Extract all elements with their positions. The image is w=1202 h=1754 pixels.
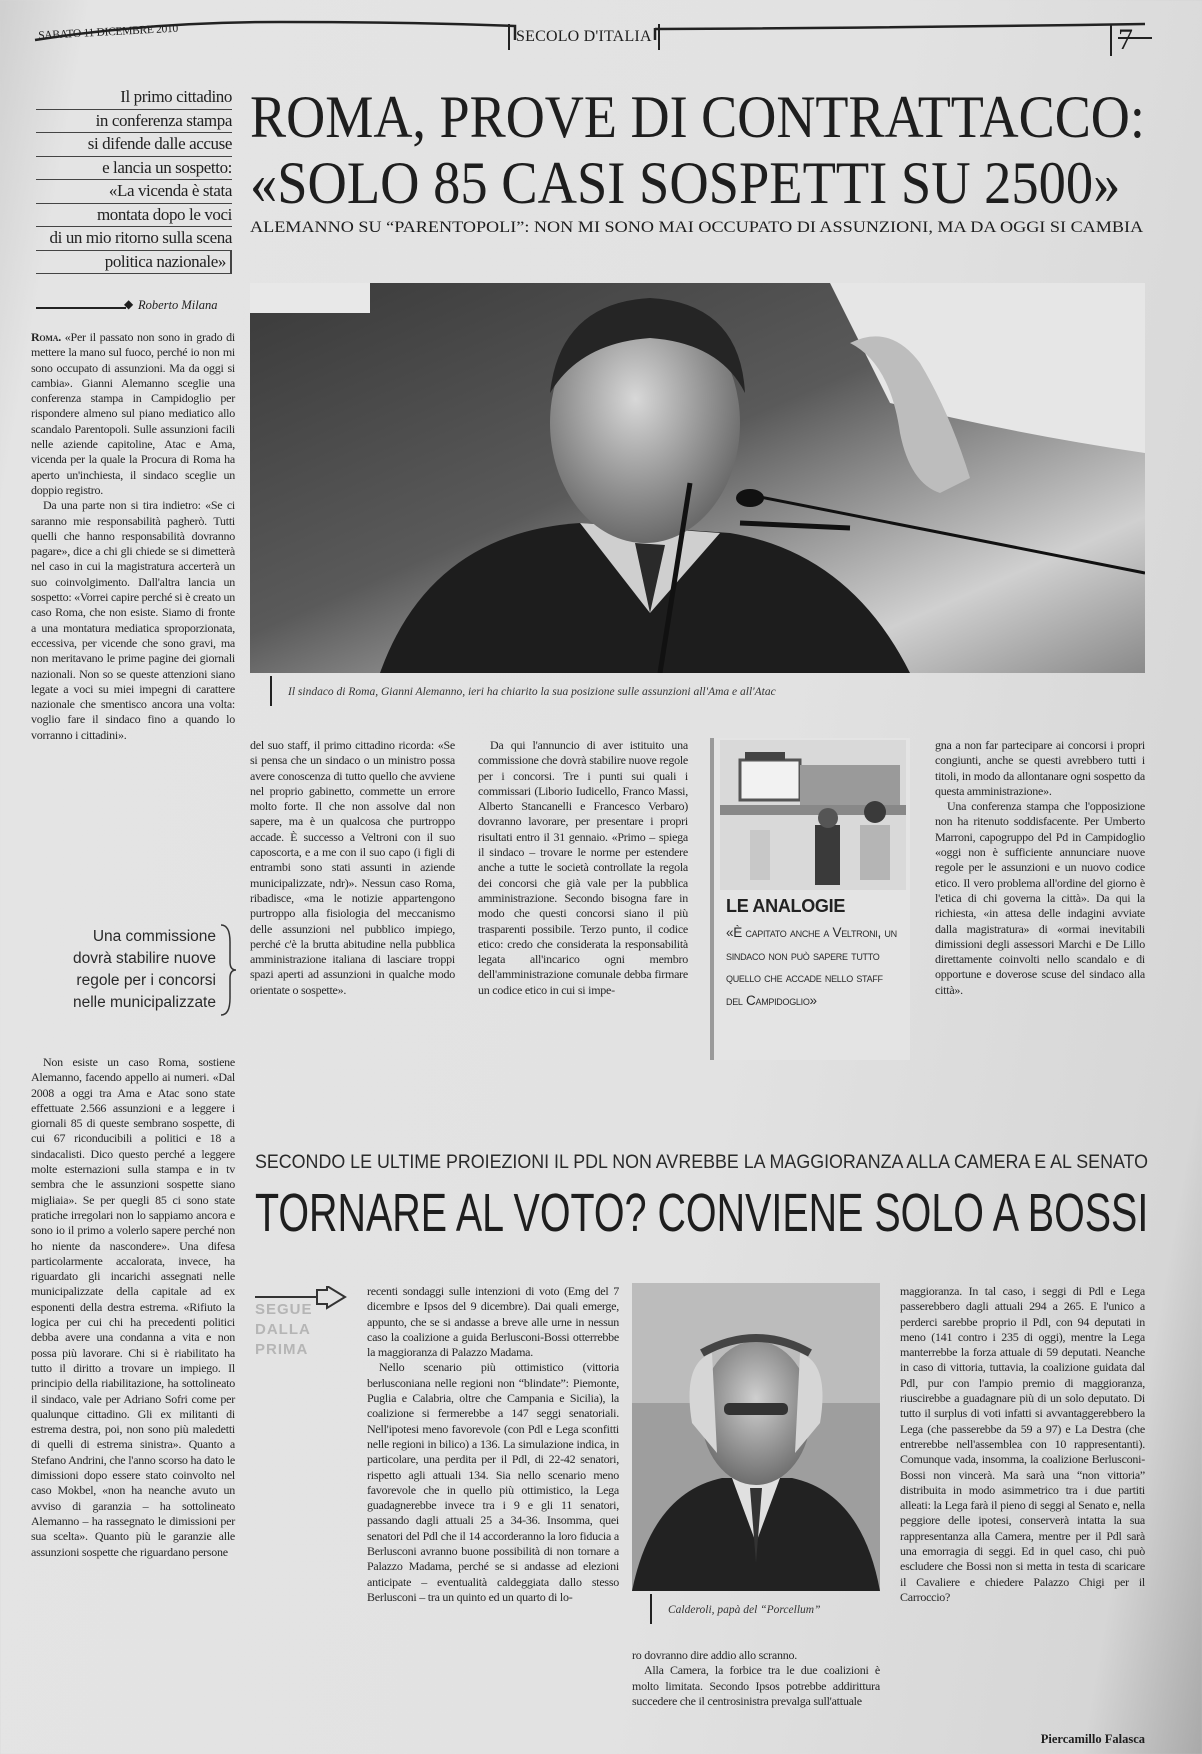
diamond-icon: ◆ — [124, 297, 134, 311]
article2-headline: TORNARE AL VOTO? CONVIENE SOLO A BOSSI — [255, 1183, 1149, 1243]
article2-column-a — [367, 1284, 619, 1605]
paragraph: Alla Camera, la forbice tra le due coalizioni è molto limitata. Secondo Ipsos potrebbe addirittura succedere che il centrosinistra prevalga sull'attuale — [632, 1663, 880, 1708]
paragraph: recenti sondaggi sulle intenzioni di voto (Emg del 7 dicembre e Ipsos del 9 dicembre). Dai quali emerge, appunto, che se si andasse a breve alle urne in nessun caso la coalizione a guida Berlusconi-Bossi otterrebbe la maggioranza di Palazzo Madama. — [367, 1284, 619, 1360]
page-number: 7 — [1110, 24, 1148, 56]
deck-line: Il primo cittadino — [36, 86, 232, 110]
article2-kicker: SECONDO LE ULTIME PROIEZIONI IL PDL NON AVREBBE LA MAGGIORANZA ALLA CAMERA E AL SENATO — [255, 1152, 1148, 1173]
article1-column-2 — [250, 738, 455, 998]
continued-label: DALLA — [255, 1321, 311, 1338]
brace-icon — [218, 922, 238, 1018]
photo-speaker-image — [250, 283, 1145, 673]
paragraph: Non esiste un caso Roma, sostiene Alemanno, facendo appello ai numeri. «Dal 2008 a oggi tra Ama e Atac sono state effettuate 2.566 assunzioni e a leggere i giornali 85 di queste sembrano sospette, di cui 67 riconducibili a politici e 18 a sindacalisti. Dico questo perché a leggere molte esternazioni sulla stampa e in tv sembra che le assunzioni sospette siano migliaia». Se per quegli 85 ci sono state pratiche irregolari non lo sappiamo ancora e sono io il primo a volerlo sapere perché non ho niente da nascondere». Una difesa particolarmente accalorata, invece, ha riguardato gli incarichi assegnati nelle municipalizzate della capitale ad ex esponenti della destra estrema. «Rifiuto la logica per cui chi ha precedenti politici debba avere una condanna a vita e non possa più lavorare. Chi si è riabilitato ha tutto il diritto a trovare un impiego. Il principio della riabilitazione, ha sottolineato il sindaco, vale per Adriano Sofri come per qualunque cittadino. Gli ex militanti di estrema destra, poi, non sono più maledetti di quelli di estrema sinistra». Quanto a Stefano Andrini, che l'anno scorso ha dato le dimissioni dopo essere stato coinvolto nel caso Mokbel, «non ha neanche avuto un avviso di garanzia – ha sottolineato Alemanno – ha rassegnato le dimissioni per sua scelta». Quanto più le garanzie alle assunzioni sospette che riguardano persone — [31, 1055, 235, 1559]
photo-caption: Il sindaco di Roma, Gianni Alemanno, ieri ha chiarito la sua posizione sulle assunzioni all'Ama e all'Atac — [288, 686, 776, 698]
pull-quote-line: nelle municipalizzate — [72, 994, 216, 1011]
article2-column-b — [632, 1648, 880, 1709]
article-deck — [36, 86, 232, 274]
photo-calderoli — [632, 1283, 880, 1591]
article1-column-1-continued — [31, 1055, 235, 1560]
paragraph: ro dovranno dire addio allo scranno. — [632, 1648, 797, 1662]
paragraph: Nello scenario più ottimistico (vittoria berlusconiana nelle regioni non “blindate”: Piemonte, Puglia e Calabria, oltre che Campania e Sicilia), la coalizione si fermerebbe a 147 seggi senatoriali. Nell'ipotesi meno favorevole (con Pdl e Lega sconfitti nelle regioni in bilico) a 136. La simulazione indica, in particolare, una perdita per il Pdl, di 22-42 senatori, rispetto agli attuali 134. Sia nello scenario meno favorevole che in quello più ottimistico, la Lega guadagnerebbe invece tra i 9 e gli 11 senatori, passando dagli attuali 25 a 34-36. Insomma, quei senatori del Pdl che il 14 accorderanno la loro fiducia a Berlusconi avranno buone possibilità di non tornare a Palazzo Madama, perché se si andasse ad elezioni anticipate – eventualità caldeggiata dallo stesso Berlusconi – tra un quinto ed un quarto di lo- — [367, 1360, 619, 1604]
headline-line-1: ROMA, PROVE DI CONTRATTACCO: — [250, 84, 1145, 150]
paragraph: Una conferenza stampa che l'opposizione non ha ritenuto soddisfacente. Per Umberto Marroni, capogruppo del Pd in Campidoglio «oggi non è sufficiente annunciare nuove regole per le assunzioni e un nuovo codice etico. Il vero problema all'ordine del giorno è l'etica di chi governa la città». Da qui la richiesta, «in attesa delle indagini avviate dalla magistratura» di «ormai inevitabili dimissioni degli assessori Marchi e De Lillo direttamente coinvolti nello scandalo e di opportune e doverose scuse del sindaco alla città». — [935, 799, 1145, 997]
photo-alemanno — [250, 283, 1145, 673]
caption-bar — [270, 676, 272, 706]
photo-caption: Calderoli, papà del “Porcellum” — [668, 1604, 821, 1616]
deck-line: politica nazionale» — [36, 251, 232, 275]
article2-headline-wrap — [255, 1184, 1148, 1244]
paragraph: Da una parte non si tira indietro: «Se ci saranno mie responsabilità pagherò. Tutti quelli che hanno responsabilità dovranno pagare», dice a chi gli chiede se si dimetterà nel caso in cui la magistratura accerterà un suo coinvolgimento. Dall'altra lancia un sospetto: «Vorrei capire perché si è creato un caso Roma, che non esiste. Siamo di fronte a una montatura mediatica sproporzionata, eccessiva, per vicende che sono gravi, ma non meritavano le prime pagine dei giornali nazionali. Non so se queste attenzioni siano legate a voci su miei impegni di carattere nazionale che smentisco ancora una volta: voglio fare il sindaco fino a quando lo vorranno i cittadini». — [31, 498, 235, 742]
analogies-quote: «È capitato anche a Veltroni, un sindaco non può sapere tutto quello che accade nello staff del Campidoglio» — [726, 925, 897, 1008]
headline-line-2: «SOLO 85 CASI SOSPETTI SU 2500» — [250, 150, 1121, 216]
pull-quote-line: regole per i concorsi — [76, 972, 216, 989]
masthead — [508, 24, 660, 50]
continued-label: SEGUE — [255, 1301, 313, 1318]
subheadline-wrap — [250, 218, 1143, 240]
byline-author: Roberto Milana — [138, 298, 218, 312]
photo-bus — [720, 740, 906, 890]
byline — [36, 298, 232, 314]
paragraph: del suo staff, il primo cittadino ricorda: «Se si pensa che un sindaco o un ministro possa avere conoscenza di tutto quello che avviene nel proprio gabinetto, commette un errore molto forte. Il che non assolve dal non sapere, ma è un qualcosa che purtroppo accade. È successo a Veltroni con il suo caposcorta, e a me con il suo capo (i figli di entrambi sono stati assunti in aziende municipalizzate, ndr)». Nessun caso Roma, ribadisce, «ma le notizie appartengono purtroppo alla fisiologia del meccanismo delle assunzioni nel pubblico impiego, perché c'è la brutta abitudine nella pubblica amministrazione italiana di lasciare troppi spazi aperti ad assunzioni in qualche modo orientate o sospette». — [250, 738, 455, 997]
deck-line: in conferenza stampa — [36, 110, 232, 134]
article1-column-5 — [935, 738, 1145, 998]
subheadline: ALEMANNO SU “PARENTOPOLI”: NON MI SONO MAI OCCUPATO DI ASSUNZIONI, MA DA OGGI SI CAMBIA — [250, 219, 1144, 236]
deck-line: montata dopo le voci — [36, 204, 232, 228]
photo-bus-image — [720, 740, 906, 890]
deck-line: e lancia un sospetto: — [36, 157, 232, 181]
article2-kicker-wrap — [255, 1152, 1148, 1176]
article1-column-1 — [31, 330, 235, 743]
deck-line: «La vicenda è stata — [36, 180, 232, 204]
pull-quote — [36, 926, 216, 1014]
byline-rule — [36, 307, 126, 309]
pull-quote-line: dovrà stabilire nuove — [72, 950, 216, 967]
issue-date: SABATO 11 DICEMBRE 2010 — [38, 22, 179, 42]
paragraph: gna a non far partecipare ai concorsi i propri congiunti, anche se questi avrebbero tutti i titoli, in modo da allontanare ogni sospetto da questa amministrazione». — [935, 738, 1145, 798]
masthead-title: SECOLO D'ITALIA — [516, 28, 652, 45]
headline — [250, 84, 1145, 234]
deck-line: si difende dalle accuse — [36, 133, 232, 157]
article1-column-3 — [478, 738, 688, 998]
dateline: Roma. — [31, 330, 61, 344]
paragraph: Da qui l'annuncio di aver istituito una commissione che dovrà stabilire nuove regole per i concorsi. Tre i punti sui quali i commissari (Liborio Iudicello, Franco Massi, Alberto Stancanelli e Francesco Verbaro) dovranno lavorare, per presentare i propri risultati entro il 31 gennaio. «Primo – spiega il sindaco – trovare le norme per estendere anche a tutte le società controllate la regola dei concorsi che già vale per la pubblica amministrazione. Secondo bisogna fare in modo che questi concorsi siano il più trasparenti possibile. Terzo punto, il codice etico: credo che considerata la responsabilità legata all'incarico ogni membro dell'amministrazione comunale debba firmare un codice etico in cui si impe- — [478, 738, 688, 997]
paragraph: «Per il passato non sono in grado di mettere la mano sul fuoco, perché io non mi sono occupato di assunzioni. Ma da oggi si cambia». Gianni Alemanno sceglie una conferenza stampa in Campidoglio per rispondere almeno sul piano mediatico allo scandalo Parentopoli. Sulle assunzioni facili nelle aziende capitoline, Atac e Ama, vicenda per la quale la Procura di Roma ha aperto un'inchiesta, il sindaco sceglie un doppio registro. — [31, 330, 235, 497]
deck-line: di un mio ritorno sulla scena — [36, 227, 232, 251]
page-header — [0, 0, 1202, 70]
pull-quote-line: Una commissione — [92, 928, 216, 945]
analogies-box — [710, 738, 910, 1060]
article2-column-c — [900, 1284, 1145, 1605]
paragraph: maggioranza. In tal caso, i seggi di Pdl e Lega passerebbero dagli attuali 294 a 265. E l'unico a perderci sarebbe proprio il Pdl, con 94 deputati in meno (141 contro i 235 di oggi), mentre la Lega manterrebbe la forza attuale di 59 deputati. Neanche in caso di vittoria, tuttavia, la coalizione guidata dal Pdl, pur con l'ampio premio di maggioranza, riuscirebbe a guadagnare più di un solo deputato. Di tutto il surplus di voti infatti si avvantaggerebbero la Lega (che passerebbe da 59 a 97) e La Destra (che entrerebbe nell'assemblea con 10 rappresentanti). Comunque vada, insomma, la coalizione Berlusconi-Bossi non vincerà. Ma sarà una “non vittoria” distribuita in modo asimmetrico tra i due partiti alleati: la Lega farà il pieno di seggi al Senato e, nella peggiore delle ipotesi, conserverà intatta la sua rappresentanza alla Camera, mentre per il Pdl sarà una emorragia di seggi. Ed in quel caso, chi può escludere che Bossi non si metta in testa di scaricare il Cavaliere e chiedere Palazzo Chigi per il Carroccio? — [900, 1284, 1145, 1604]
article2-byline: Piercamillo Falasca — [1040, 1732, 1145, 1746]
continued-label: PRIMA — [255, 1341, 309, 1358]
photo-calderoli-image — [632, 1283, 880, 1591]
caption-bar — [650, 1594, 652, 1624]
analogies-title: LE ANALOGIE — [726, 896, 846, 916]
